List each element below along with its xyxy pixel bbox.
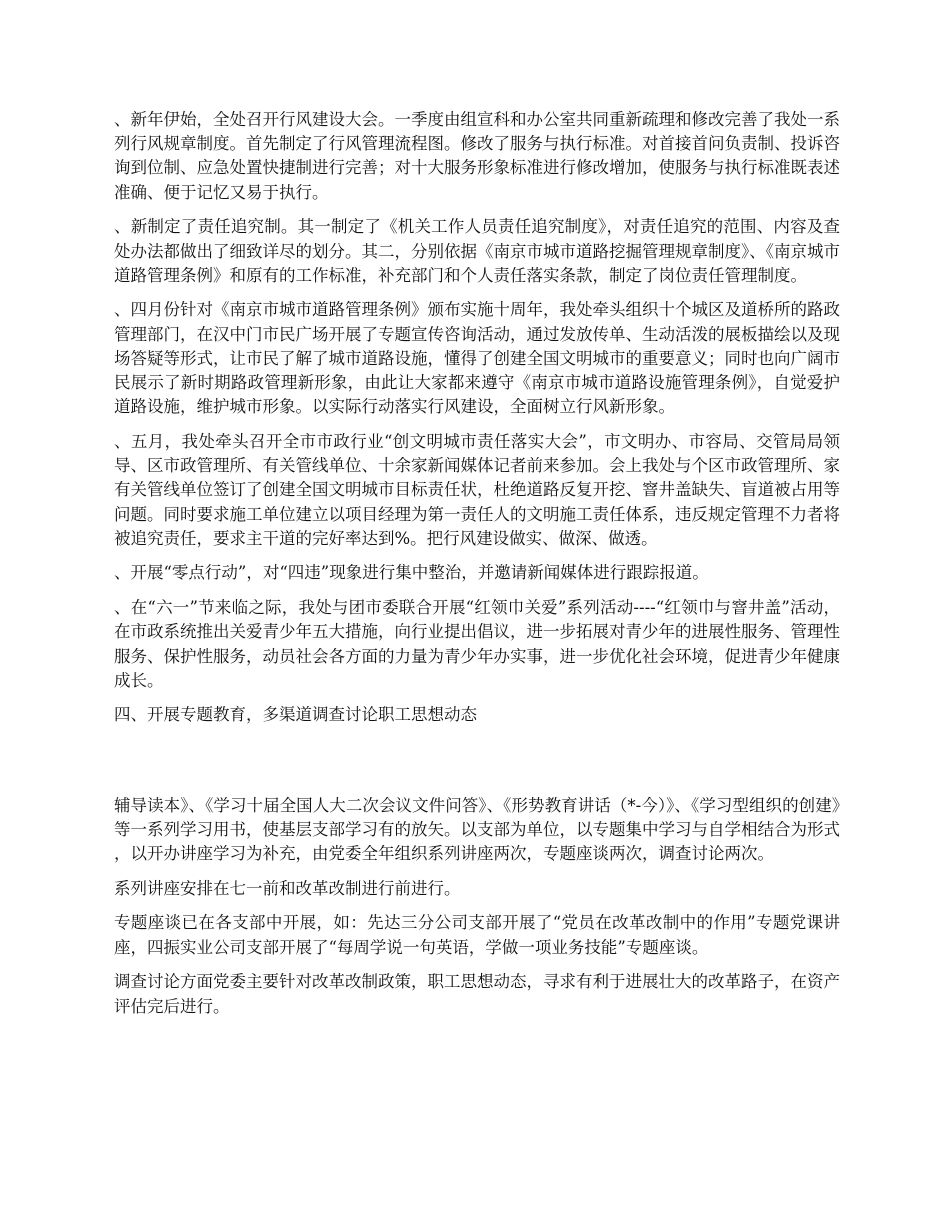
paragraph-seminars: 专题座谈已在各支部中开展，如：先达三分公司支部开展了“党员在改革改制中的作用”专题党课讲座，四振实业公司支部开展了“每周学说一句英语，学做一项业务技能”专题座谈。 [114, 913, 840, 957]
paragraph-may-conference: 、五月，我处牵头召开全市市政行业“创文明城市责任落实大会”，市文明办、市容局、交管局局领导、区市政管理所、有关管线单位、十余家新闻媒体记者前来参加。会上我处与个区市政管理所、家有关管线单位签订了创建全国文明城市目标责任状，杜绝道路反复开挖、窨井盖缺失、盲道被占用等问题。同时要求施工单位建立以项目经理为第一责任人的文明施工责任体系，违反规定管理不力者将被追究责任，要求主干道的完好率达到%。把行风建设做实、做深、做透。 [114, 431, 840, 548]
document-page [114, 108, 840, 1029]
paragraph-zero-hour-action: 、开展“零点行动”，对“四违”现象进行集中整治，并邀请新闻媒体进行跟踪报道。 [114, 563, 709, 583]
blank-gap [114, 728, 840, 794]
section-heading: 四、开展专题教育，多渠道调查讨论职工思想动态 [114, 705, 477, 725]
paragraph-lecture-schedule: 系列讲座安排在七一前和改革改制进行前进行。 [114, 878, 461, 898]
paragraph-accountability-system: 、新制定了责任追究制。其一制定了《机关工作人员责任追究制度》，对责任追究的范围、内容及查处办法都做出了细致详尽的划分。其二，分别依据《南京市城市道路挖掘管理规章制度》、《南京城市道路管理条例》和原有的工作标准，补充部门和个人责任落实条款，制定了岗位责任管理制度。 [114, 217, 840, 285]
paragraph-survey-discussion: 调查讨论方面党委主要针对改革改制政策，职工思想动态，寻求有利于进展壮大的改革路子，在资产评估完后进行。 [114, 972, 840, 1016]
paragraph-study-materials: 辅导读本》、《学习十届全国人大二次会议文件问答》、《形势教育讲话（*-今）》、《学习型组织的创建》等一系列学习用书，使基层支部学习有的放矢。以支部为单位，以专题集中学习与自学相结合为形式，以开办讲座学习为补充，由党委全年组织系列讲座两次，专题座谈两次，调查讨论两次。 [114, 795, 840, 864]
paragraph-conduct-meeting: 、新年伊始，全处召开行风建设大会。一季度由组宣科和办公室共同重新疏理和修改完善了我处一系列行风规章制度。首先制定了行风管理流程图。修改了服务与执行标准。对首接首问负责制、投诉咨询到位制、应急处置快捷制进行完善；对十大服务形象标准进行修改增加，使服务与执行标准既表述准确、便于记忆又易于执行。 [114, 110, 840, 202]
paragraph-childrens-day: 、在“六一”节来临之际，我处与团市委联合开展“红领巾关爱”系列活动----“红领巾与窨井盖”活动，在市政系统推出关爱青少年五大措施，向行业提出倡议，进一步拓展对青少年的进展性服务、管理性服务、保护性服务，动员社会各方面的力量为青少年办实事，进一步优化社会环境，促进青少年健康成长。 [114, 598, 840, 690]
paragraph-april-campaign: 、四月份针对《南京市城市道路管理条例》颁布实施十周年，我处牵头组织十个城区及道桥所的路政管理部门，在汉中门市民广场开展了专题宣传咨询活动，通过发放传单、生动活泼的展板描绘以及现场答疑等形式，让市民了解了城市道路设施，懂得了创建全国文明城市的重要意义；同时也向广阔市民展示了新时期路政管理新形象，由此让大家都来遵守《南京市城市道路设施管理条例》，自觉爱护道路设施，维护城市形象。以实际行动落实行风建设，全面树立行风新形象。 [114, 300, 840, 417]
